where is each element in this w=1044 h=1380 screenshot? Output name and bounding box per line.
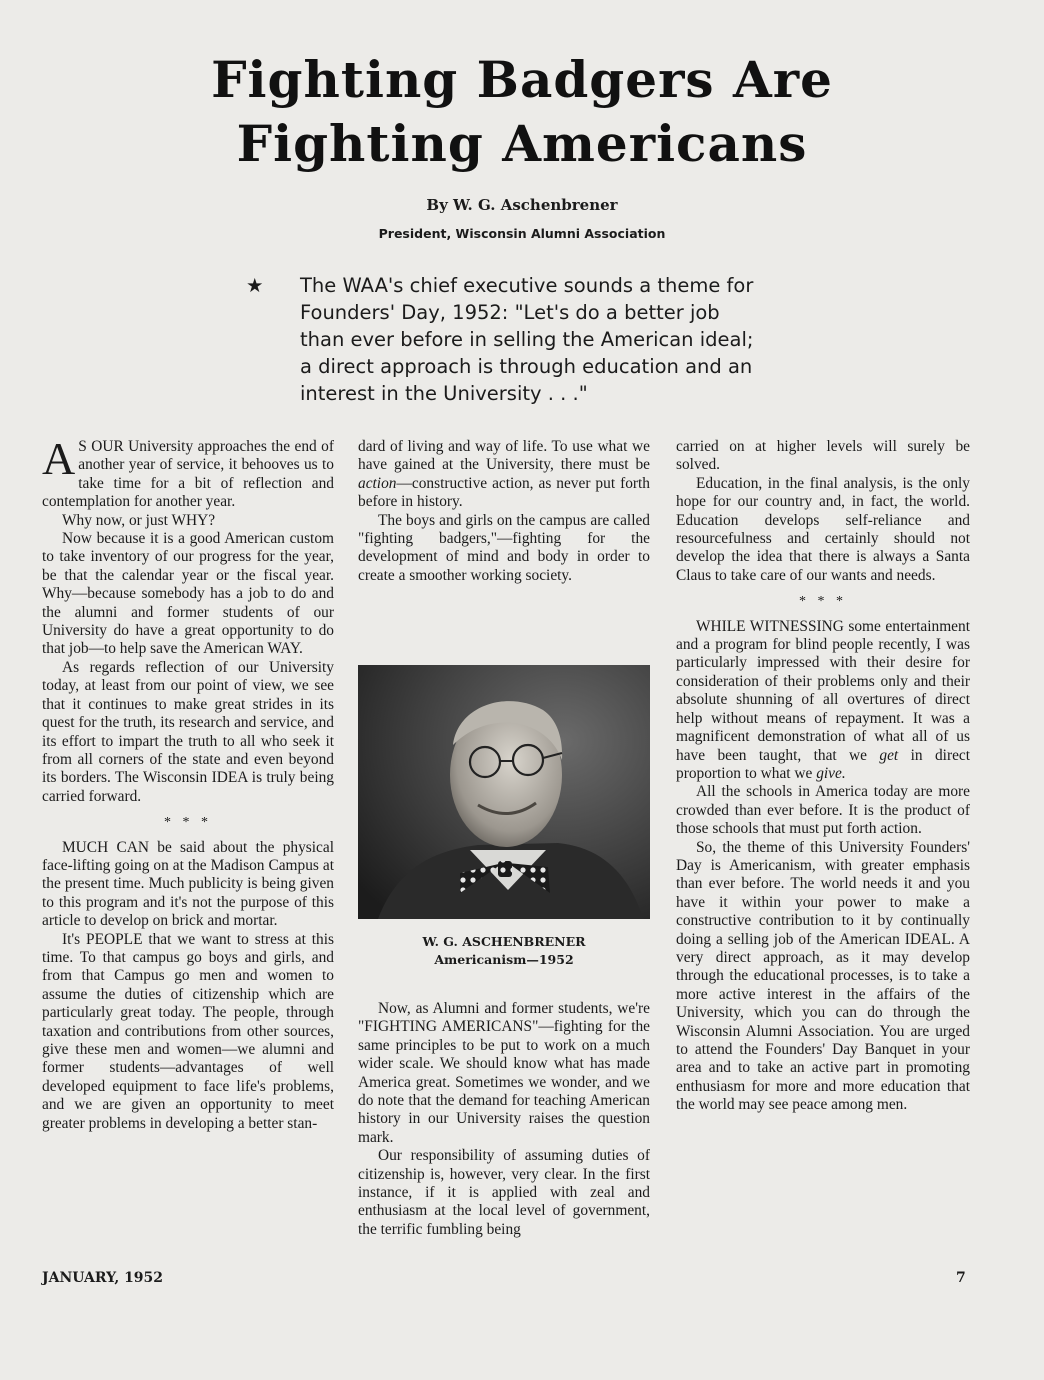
section-divider: * * * [799,594,847,610]
article-column-2-top [358,438,650,585]
deck-line: Founders' Day, 1952: "Let's do a better job [300,301,720,324]
author-affiliation: President, Wisconsin Alumni Association [378,226,666,241]
paragraph [676,618,970,784]
photo-caption-subtitle: Americanism—1952 [434,952,574,967]
paragraph: All the schools in America today are more crowded than ever before. It is the product of those schools that must put forth action. [676,783,970,838]
paragraph: It's PEOPLE that we want to stress at this time. To that campus go boys and girls, and from that Campus go men and women to assume the duties of citizenship which are particularly great today. The people, through taxation and contributions from other sources, give these men and women—we alumni and former students—advantages of well developed equipment to face life's problems, and we are given an opportunity to meet greater problems in developing a better stan- [42,930,334,1132]
paragraph: Now, as Alumni and former students, we're "FIGHTING AMERICANS"—fighting for the same principles to be put to work on a much wider scale. We should know what has made America great. Sometimes we wonder, and we do note that the demand for teaching American history in our University raises the question mark. [358,1000,650,1146]
paragraph: Now because it is a good American custom to take inventory of our progress for the year, be that the calendar year or the fiscal year. Why—because somebody has a job to do and the alumni and former students of our University do have a great opportunity to do that job—to help save the American WAY. [42,530,334,658]
deck-line: than ever before in selling the American ideal; [300,328,754,351]
paragraph: The boys and girls on the campus are called "fighting badgers,"—fighting for the development of mind and body in order to create a smoother working society. [358,511,650,584]
page-number: 7 [956,1270,966,1286]
drop-cap: A [42,433,76,484]
issue-date: JANUARY, 1952 [42,1270,164,1286]
paragraph: MUCH CAN be said about the physical face-lifting going on at the Madison Campus at the present time. Much publicity is being given to this program and it's not the purpose of this article to develop on brick and mortar. [42,838,334,930]
paragraph: Our responsibility of assuming duties of citizenship is, however, very clear. In the first instance, if it is applied with zeal and enthusiasm at the local level of government, the terrific fumbling being [358,1147,650,1238]
star-icon: ★ [246,274,264,297]
paragraph: Education, in the final analysis, is the only hope for our country and, in fact, the world. Education develops self-reliance and resourcefulness and certainly should not develop the idea that there is always a Santa Claus to take care of our wants and needs. [676,474,970,584]
paragraph: carried on at higher levels will surely be solved. [676,438,970,474]
article-column-1 [42,433,334,1133]
section-divider: * * * [164,815,212,831]
author-portrait [358,665,650,919]
portrait-image [358,665,650,919]
title-line-2: Fighting Americans [236,114,808,173]
paragraph-text: in direct proportion to what we [676,746,971,782]
paragraph [42,433,334,512]
emphasis-text: give. [816,764,846,782]
title-line-1: Fighting Badgers Are [211,50,833,109]
paragraph-text: WHILE WITNESSING some entertainment and a program for blind people recently, I was particularly impressed with their desire for consideration of their problems only and their absolute shunning of all overtures of direct help without means of repayment. It was a magnificent demonstration of what all of us have been taught, that we [676,617,970,764]
deck-line: The WAA's chief executive sounds a theme for [300,274,754,297]
paragraph: So, the theme of this University Founders' Day is Americanism, with greater emphasis than ever before. The world needs it and you have it within your power to make a constructive contribution to it by continually doing a selling job of the American IDEAL. A very direct approach, as it may develop through the educational processes, is to take a more active interest in the affairs of the University, which you can do through the Wisconsin Alumni Association. You are urged to attend the Founders' Day Banquet in your area and to take an active part in promoting enthusiasm for more and more education that the world may see peace among men. [676,838,970,1114]
paragraph-text: dard of living and way of life. To use what we have gained at the University, there must be [358,438,650,474]
paragraph [358,438,650,512]
paragraph-text: —constructive action, as never put forth before in history. [358,474,650,511]
deck-summary [246,272,786,407]
emphasis-text: get [879,746,899,764]
emphasis-text: action [358,474,397,492]
paragraph: As regards reflection of our University today, at least from our point of view, we see that it continues to make great strides in its quest for the truth, its research and service, and its effort to impart the truth to all who seek it from all corners of the state and even beyond its borders. The Wisconsin IDEA is truly being carried forward. [42,658,334,805]
photo-caption-name: W. G. ASCHENBRENER [422,934,586,949]
paragraph: Why now, or just WHY? [62,511,216,529]
deck-line: a direct approach is through education and an [300,355,753,378]
article-column-3 [676,438,970,1115]
paragraph-text: S OUR University approaches the end of another year of service, it behooves us to take time for a bit of reflection and contemplation for another year. [42,438,334,511]
article-column-2-bottom [358,1000,650,1239]
byline: By W. G. Aschenbrener [426,196,618,214]
deck-line: interest in the University . . ." [300,382,588,405]
